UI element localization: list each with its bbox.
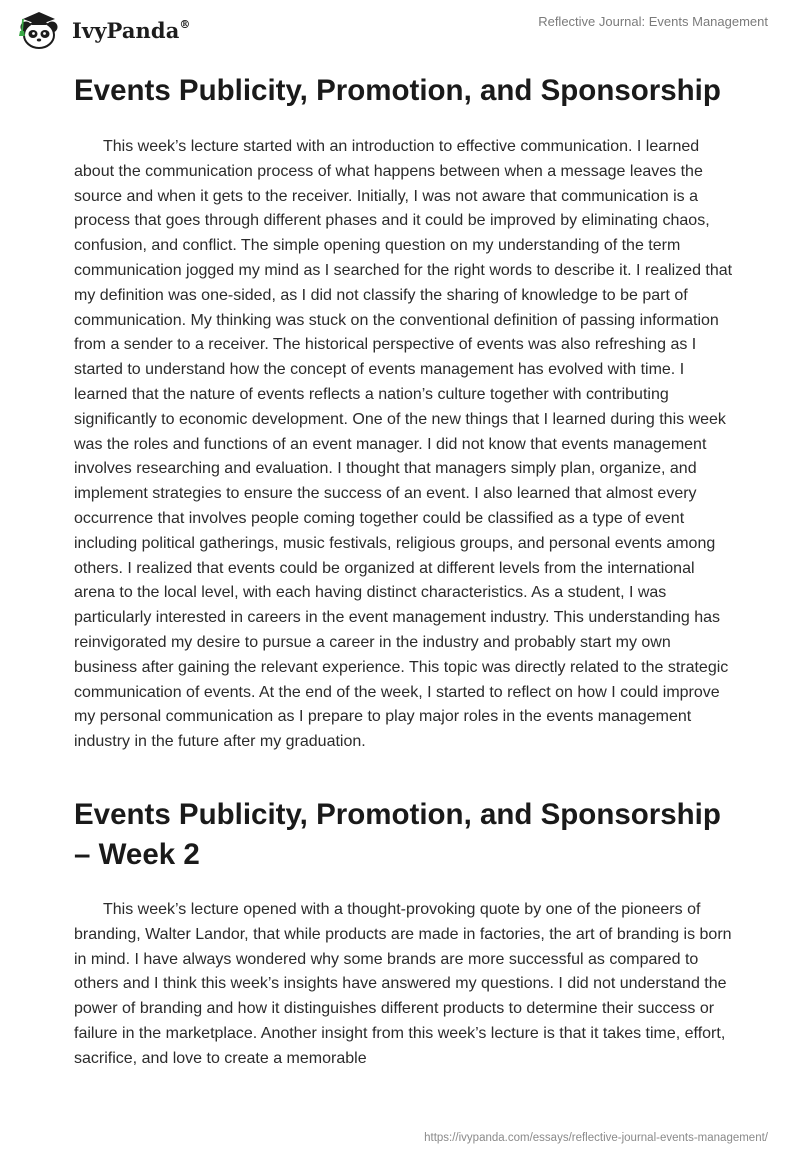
section-heading	[74, 71, 754, 111]
section-heading-week-2	[74, 795, 754, 875]
brand-name	[72, 18, 191, 43]
ivypanda-logo[interactable]	[14, 10, 191, 50]
section-heading-text: Events Publicity, Promotion, and Sponsorship	[74, 798, 721, 831]
trademark-symbol: ®	[179, 17, 191, 31]
section-paragraph: This week’s lecture started with an introduction to effective communication. I learned about the communication process of what happens between when a message leaves the source and when it gets to the receiver. Initially, I was not aware that communication is a process that goes through different phases and it could be improved by eliminating chaos, confusion, and conflict. The simple opening question on my understanding of the term communication jogged my mind as I searched for the right words to describe it. I realized that my definition was one-sided, as I did not classify the sharing of knowledge to be part of communication. My thinking was stuck on the conventional definition of passing information from a sender to a receiver. The historical perspective of events was also refreshing as I started to understand how the concept of events management has evolved with time. I learned that the nature of events reflects a nation’s culture together with contributing significantly to economic development. One of the new things that I learned during this week was the roles and functions of an event manager. I did not know that events management involves researching and evaluation. I thought that managers simply plan, organize, and implement strategies to ensure the success of an event. I also learned that almost every occurrence that involves people coming together could be classified as a type of event including political gatherings, music festivals, religious groups, and personal events among others. I realized that events could be organized at different levels from the international arena to the local level, with each having distinct characteristics. As a student, I was particularly interested in careers in the event management industry. This understanding has reinvigorated my desire to pursue a career in the industry and probably start my own business after gaining the relevant experience. This topic was directly related to the strategic communication of events. At the end of the week, I started to reflect on how I could improve my personal communication as I prepare to play major roles in the events management industry in the future after my graduation.	[74, 138, 733, 751]
brand-text: IvyPanda	[72, 17, 180, 43]
source-url-link[interactable]: https://ivypanda.com/essays/reflective-journal-events-management/	[424, 1132, 768, 1144]
document-title: Reflective Journal: Events Management	[538, 14, 768, 29]
panda-graduate-icon	[14, 10, 64, 50]
page-header	[0, 0, 800, 60]
section-heading-subtitle: – Week 2	[74, 838, 200, 871]
section-heading-text: Events Publicity, Promotion, and Sponsorship	[74, 74, 721, 107]
section-paragraph: This week’s lecture opened with a thought-provoking quote by one of the pioneers of branding, Walter Landor, that while products are made in factories, the art of branding is born in mind. I have always wondered why some brands are more successful as compared to others and I think this week’s insights have answered my questions. I did not understand the power of branding and how it distinguishes different products to determine their success or failure in the marketplace. Another insight from this week’s lecture is that it takes time, effort, sacrifice, and love to create a memorable	[74, 901, 732, 1067]
